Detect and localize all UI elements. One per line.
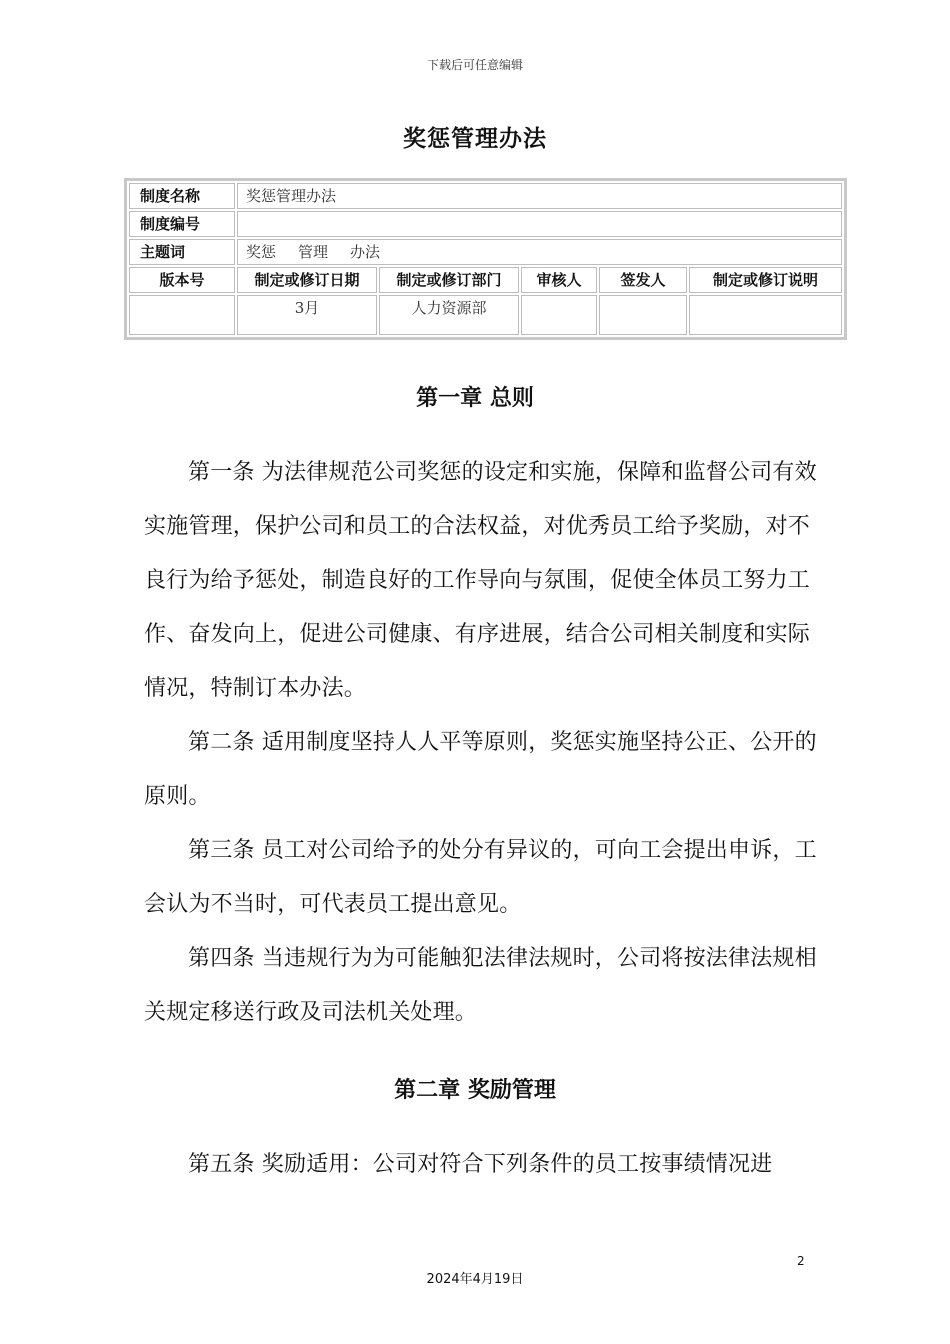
footer-date: 2024年4月19日 (426, 1272, 524, 1287)
document-title: 奖惩管理办法 (403, 126, 547, 152)
metadata-table (124, 178, 847, 340)
column-header: 审核人 (521, 267, 597, 293)
column-header: 版本号 (129, 267, 235, 293)
column-header-row (129, 267, 842, 293)
page-number: 2 (797, 1254, 805, 1268)
table-cell (521, 295, 597, 335)
column-header: 制定或修订日期 (237, 267, 377, 293)
code-label: 制度编号 (129, 211, 235, 237)
table-row (129, 295, 842, 335)
table-cell (129, 295, 235, 335)
column-header: 签发人 (599, 267, 687, 293)
name-value: 奖惩管理办法 (237, 183, 842, 209)
keywords-value (237, 239, 842, 265)
keyword: 管理 (298, 243, 329, 261)
keyword: 奖惩 (246, 243, 277, 261)
chapter-heading: 第二章 奖励管理 (394, 1078, 556, 1103)
article: 第二条 适用制度坚持人人平等原则，奖惩实施坚持公正、公开的原则。 (144, 730, 817, 809)
table-cell: 3月 (237, 295, 377, 335)
column-header: 制定或修订部门 (379, 267, 519, 293)
header-note: 下载后可任意编辑 (426, 58, 523, 72)
article: 第五条 奖励适用：公司对符合下列条件的员工按事绩情况进 (188, 1152, 773, 1177)
keywords-label: 主题词 (129, 239, 235, 265)
table-cell (689, 295, 842, 335)
chapter2-body (144, 1138, 824, 1192)
table-cell: 人力资源部 (379, 295, 519, 335)
code-value (237, 211, 842, 237)
keywords-row (129, 239, 842, 265)
code-row (129, 211, 842, 237)
name-label: 制度名称 (129, 183, 235, 209)
column-header: 制定或修订说明 (689, 267, 842, 293)
table-cell (599, 295, 687, 335)
keyword: 办法 (350, 243, 381, 261)
article: 第三条 员工对公司给予的处分有异议的，可向工会提出申诉，工会认为不当时，可代表员工提出意见。 (144, 838, 817, 917)
name-row (129, 183, 842, 209)
article: 第四条 当违规行为为可能触犯法律法规时，公司将按法律法规相关规定移送行政及司法机关处理。 (144, 946, 817, 1025)
article: 第一条 为法律规范公司奖惩的设定和实施，保障和监督公司有效实施管理，保护公司和员工的合法权益，对优秀员工给予奖励，对不良行为给予惩处，制造良好的工作导向与氛围，促使全体员工努力工作、奋发向上，促进公司健康、有序进展，结合公司相关制度和实际情况，特制订本办法。 (144, 460, 817, 701)
chapter1-body (144, 446, 824, 1040)
chapter-heading: 第一章 总则 (416, 386, 534, 411)
